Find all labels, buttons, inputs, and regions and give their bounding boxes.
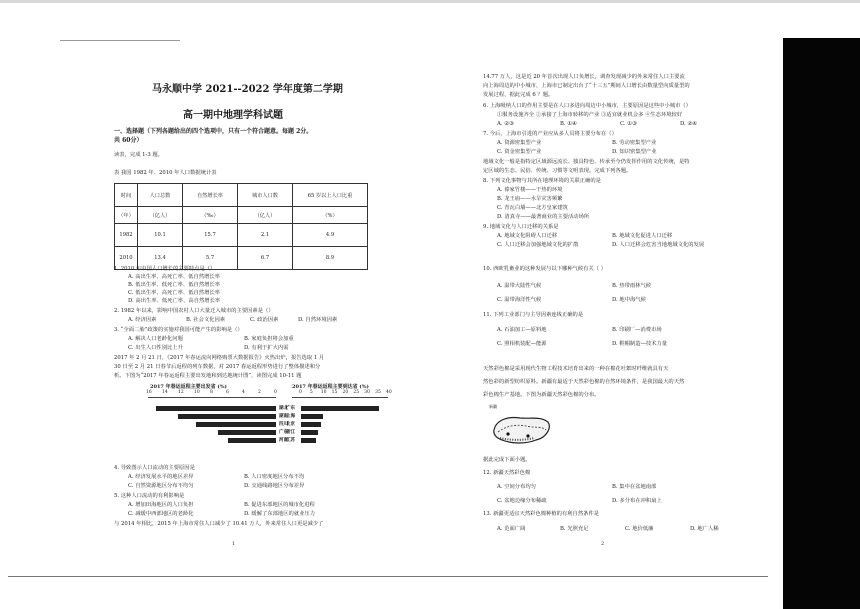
shanghai-passage-cont: 向上海周边的中小城市，上海市已制定出台了“十三五”期间人口增长由数量型向质量型的 xyxy=(483,83,690,89)
chart-title: 2017 年春运返程主要到达省 (%) xyxy=(292,384,369,390)
xinjiang-cotton-map xyxy=(486,404,556,450)
spring-rush-passage: 2017 年 2 月 21 日，《2017 年春运流向网络购票大数据报告》火热出炉，报告选取 1 月 xyxy=(114,355,325,361)
chart-category-label: 江苏 xyxy=(286,438,295,443)
population-table xyxy=(114,183,368,270)
scan-corner-line xyxy=(60,40,180,41)
question-5: 5. 这种人口流动的有利影响是 xyxy=(114,493,185,499)
chart-bar xyxy=(301,406,379,411)
chart-category-label: 北京 xyxy=(286,422,295,427)
spring-rush-passage: 析。下图为“2017 年春运返程主要出发地和到达地统计图”，读图完成 10-11 题 xyxy=(114,373,302,379)
culture-passage: 地域文化一般是指特定区域源远流长、独具特色、传承至今仍发挥作用的文化传统，是特 xyxy=(483,159,690,165)
question-11: 11. 下列工业部门与主导因素连线正确的是 xyxy=(483,312,584,318)
q2-option-a: A. 经济因素 xyxy=(128,317,157,323)
q13-option-a: A. 范面广阔 xyxy=(497,526,526,532)
q7-option-b: B. 劳动密集型产业 xyxy=(612,140,657,146)
page-number: 2 xyxy=(601,541,605,547)
cotton-passage: 彩色棉生产基地。下图为新疆天然彩色棉的分布。 xyxy=(483,392,600,398)
chart-tick-label: 14 xyxy=(162,390,168,395)
q8-option-a: A. 傣家竹楼——干热的环境 xyxy=(497,187,563,193)
chart-bar xyxy=(156,406,276,411)
chart-tick-label: 20 xyxy=(342,390,349,395)
table-cell: 13.4 xyxy=(138,247,183,270)
chart-category-label: 河南 xyxy=(279,438,288,443)
table-header-cell: 时间 xyxy=(115,184,138,207)
table-cell: 4.9 xyxy=(293,224,368,247)
chart-bar xyxy=(301,414,323,419)
chart-tick-label: 25 xyxy=(353,390,360,395)
table-cell: 2010 xyxy=(115,247,138,270)
q9-option-d: D. 人口迁移会危害当地地域文化的发展 xyxy=(612,242,705,248)
q4-option-b: B. 人口密度地区分布不均 xyxy=(244,474,305,480)
table-cell: 1982 xyxy=(115,224,138,247)
q2-option-b: B. 社会文化因素 xyxy=(186,317,226,323)
chart-axis xyxy=(292,397,388,398)
chart-category-label: 广东 xyxy=(286,406,295,411)
scan-dark-margin xyxy=(783,38,860,609)
q12-option-a: A. 空间分布均匀 xyxy=(497,484,536,490)
cotton-passage: 然色彩的新型纺织原料。新疆有最适于天然彩色棉的自然环境条件，是我国最大的天然 xyxy=(483,379,685,385)
q1-option-c: C. 低出生率、高死亡率、低自然增长率 xyxy=(128,290,220,296)
chart-tick-label: 35 xyxy=(375,390,381,395)
chart-bar xyxy=(196,422,276,427)
chart-tick-label: 30 xyxy=(364,390,370,395)
chart-bar xyxy=(301,430,318,435)
q11-option-c: C. 照相机装配—能源 xyxy=(497,341,547,347)
cotton-area-dot xyxy=(506,432,509,435)
question-8: 8. 下列文化事物与其所在地理环境的关联正确的是 xyxy=(483,178,601,184)
chart-tick-label: 4 xyxy=(242,390,245,395)
q5-option-a: A. 增加田海地区的人口负担 xyxy=(128,502,194,508)
chart-title: 2017 年春运返程主要出发省 (%) xyxy=(150,384,227,390)
section-heading-cont: 共 60分） xyxy=(114,137,143,144)
q6-option-b: B. ①④ xyxy=(560,121,577,127)
shanghai-passage-start: 与 2014 年相比，2015 年上海市常住人口减少了 10.41 万人，外来常住人口更是减少了 xyxy=(114,521,324,527)
q1-option-b: B. 低出生率、低死亡率、低自然增长率 xyxy=(128,282,221,288)
table-unit-cell: （亿人） xyxy=(138,207,183,224)
table-caption: 表 我国 1982 年、2010 年人口数据统计表 xyxy=(114,170,217,176)
chart-category-label: 广东 xyxy=(279,430,288,435)
read-table-instruction: 读表，完成 1-3 题。 xyxy=(114,152,163,158)
chart-tick-label: 15 xyxy=(331,390,338,395)
chart-tick-label: 2 xyxy=(258,390,261,395)
scan-bottom-line xyxy=(8,576,768,577)
table-unit-cell: （‰） xyxy=(183,207,238,224)
q7-option-d: D. 知识密集型产业 xyxy=(612,149,657,155)
cotton-area-dot xyxy=(526,434,529,437)
chart-bar xyxy=(218,430,276,435)
q11-option-a: A. 石油加工—原料地 xyxy=(497,327,547,333)
q2-option-d: D. 自然环境因素 xyxy=(298,317,338,323)
q9-option-c: C. 人口迁移会加强地域文化的扩散 xyxy=(497,242,579,248)
chart-category-label: 湖北 xyxy=(279,406,288,411)
page-number: 1 xyxy=(232,541,236,547)
chart-tick-label: 8 xyxy=(210,390,213,395)
question-3: 3. “全面二胎”政策的实施对我国可能产生的影响是（） xyxy=(114,327,243,333)
question-4: 4. 导致图示人口流动的主要原因是 xyxy=(114,465,195,471)
table-cell: 5.7 xyxy=(183,247,238,270)
table-header-cell: 人口总数 xyxy=(138,184,183,207)
q3-option-c: C. 出生人口性别比上升 xyxy=(128,345,183,351)
chart-tick-label: 40 xyxy=(386,390,392,395)
chart-tick-label: 10 xyxy=(320,390,327,395)
spring-rush-passage: 30 日至 2 月 21 日春节后返程的列车数据，对 2017 春运返程形势进行了整体描述和分 xyxy=(114,364,321,370)
question-1: 1. 2010 年中国人口增长的主要特点是（） xyxy=(114,266,216,272)
table-cell: 8.9 xyxy=(293,247,368,270)
q10-option-a: A. 温带大陆性气候 xyxy=(497,283,542,289)
question-7: 7. 今后，上海市引进的产业应从多人员将主要分布在（） xyxy=(483,131,617,137)
cotton-passage: 天然彩色棉是采用现代生物工程技术培育出来的一种在棉花吐絮时纤维就具有天 xyxy=(483,366,669,372)
table-cell: 6.7 xyxy=(238,247,293,270)
chart-category-label: 浙江 xyxy=(286,430,295,435)
q10-option-d: D. 地中海气候 xyxy=(612,297,646,303)
q4-option-d: D. 交通线路地区分布差异 xyxy=(244,483,305,489)
q6-option-a: A. ②③ xyxy=(497,121,514,127)
q5-option-d: D. 缓解了东部地区的就业压力 xyxy=(244,511,315,517)
table-unit-cell: （年） xyxy=(115,207,138,224)
q6-option-d: D. ②④ xyxy=(680,121,697,127)
chart-bar xyxy=(228,438,276,443)
shanghai-passage-cont: 发展过程，据此完成 6 ？题。 xyxy=(483,92,554,98)
q8-option-d: D. 清真寺——最著商业的主要活动场所 xyxy=(497,214,590,220)
q7-option-c: C. 资金密集型产业 xyxy=(497,149,542,155)
exam-subject-title: 高一期中地理学科试题 xyxy=(183,110,283,121)
q2-option-c: C. 政治因素 xyxy=(250,317,279,323)
chart-bar xyxy=(301,438,316,443)
table-unit-cell: （%） xyxy=(293,207,368,224)
q5-option-b: B. 促进东部地区的城市化进程 xyxy=(244,502,315,508)
table-unit-cell: （亿人） xyxy=(238,207,293,224)
q9-option-b: B. 地域文化促进人口迁移 xyxy=(612,233,673,239)
chart-axis xyxy=(148,397,276,398)
question-9: 9. 地域文化与人口迁移的关系是 xyxy=(483,224,559,230)
question-2: 2. 1982 年以来，影响中国农村人口大量迁入城市的主要因素是（） xyxy=(114,308,274,314)
q5-option-c: C. 减缓中西部地区的老龄化 xyxy=(128,511,194,517)
q9-option-a: A. 地域文化阻碍人口迁移 xyxy=(497,233,558,239)
chart-tick-label: 0 xyxy=(299,390,302,395)
table-cell: 2.1 xyxy=(238,224,293,247)
q12-option-b: B. 集中在盆地南部 xyxy=(612,484,657,490)
q3-option-b: B. 家庭负担将会加重 xyxy=(244,336,294,342)
read-instruction: 据此完成下面小题。 xyxy=(483,457,531,463)
chart-tick-label: 5 xyxy=(309,390,313,395)
chart-tick-label: 0 xyxy=(274,390,277,395)
table-header-cell: 65 岁以上人口比重 xyxy=(293,184,368,207)
q12-option-c: C. 盆地边缘分布稀疏 xyxy=(497,498,547,504)
q6-option-c: C. ①③ xyxy=(620,121,637,127)
chart-category-label: 上海 xyxy=(286,414,295,419)
question-10: 10. 西欧乳畜业的这种发展与以下哪种气候有关（ ） xyxy=(483,266,607,272)
question-6: 6. 上海吸纳人口的作用主要是在人口多进向周边中小城市，主要原因是这些中小城市（） xyxy=(483,103,692,109)
q12-option-d: D. 多分布在冲积扇上 xyxy=(612,498,662,504)
table-cell: 10.1 xyxy=(138,224,183,247)
chart-bar xyxy=(178,414,276,419)
exam-school-title: 马永顺中学 2021--2022 学年度第二学期 xyxy=(152,84,343,95)
q4-option-a: A. 经济发展水平的地区差异 xyxy=(128,474,194,480)
chart-bar xyxy=(301,422,321,427)
q13-option-b: B. 光照充足 xyxy=(560,526,589,532)
q7-option-a: A. 资源密集型产业 xyxy=(497,140,542,146)
scan-top-edge xyxy=(0,0,860,3)
map-label: 新疆 xyxy=(489,404,497,409)
q4-option-c: C. 自然资源地区分布不均匀 xyxy=(128,483,194,489)
q13-option-c: C. 地价低廉 xyxy=(625,526,654,532)
q8-option-c: C. 青瓦白墙——北方皇家建筑 xyxy=(497,205,568,211)
table-cell: 15.7 xyxy=(183,224,238,247)
question-12: 12. 新疆天然彩色棉 xyxy=(483,470,531,476)
culture-passage: 定区域的生态、民俗、传统、习惯等文明表现。完成下列各题。 xyxy=(483,168,632,174)
q1-option-d: D. 高出生率、低死亡率、高自然增长率 xyxy=(128,298,221,304)
q10-option-c: C. 温带海洋性气候 xyxy=(497,297,542,303)
table-header-cell: 自然增长率 xyxy=(183,184,238,207)
chart-tick-label: 10 xyxy=(194,390,200,395)
q11-option-b: B. 印刷厂—消费市场 xyxy=(612,327,662,333)
table-header-cell: 城市人口数 xyxy=(238,184,293,207)
q8-option-b: B. 龙王庙——水旱灾害频繁 xyxy=(497,196,563,202)
question-6-stem: ①服务设施齐全 ②承接了上海市转移的产业 ③适宜就业机会多 ④生态环境较好 xyxy=(497,112,683,118)
q3-option-d: D. 有利于扩大内需 xyxy=(244,345,289,351)
chart-category-label: 四川 xyxy=(279,422,288,427)
q11-option-d: D. 鞋帽制造—技术力量 xyxy=(612,341,668,347)
question-13: 13. 新疆更适宜天然彩色棉种植的有利自然条件是 xyxy=(483,511,600,517)
q1-option-a: A. 高出生率、高死亡率、低自然增长率 xyxy=(128,274,220,280)
chart-tick-label: 16 xyxy=(146,390,152,395)
chart-category-label: 湖南 xyxy=(279,414,288,419)
chart-tick-label: 6 xyxy=(226,390,229,395)
q13-option-d: D. 地广人稀 xyxy=(690,526,719,532)
chart-tick-label: 12 xyxy=(178,390,184,395)
q3-option-a: A. 解决人口老龄化问题 xyxy=(128,336,183,342)
section-heading: 一、选择题（下列各题给出的四个选项中，只有一个符合题意。每题 2分。 xyxy=(114,128,313,135)
shanghai-passage-cont: 14.77 万人，这是近 20 年首次出现人口负增长，调查发现减少的外来常住人口主要流 xyxy=(483,74,685,80)
q10-option-b: B. 热带雨林气候 xyxy=(612,283,652,289)
